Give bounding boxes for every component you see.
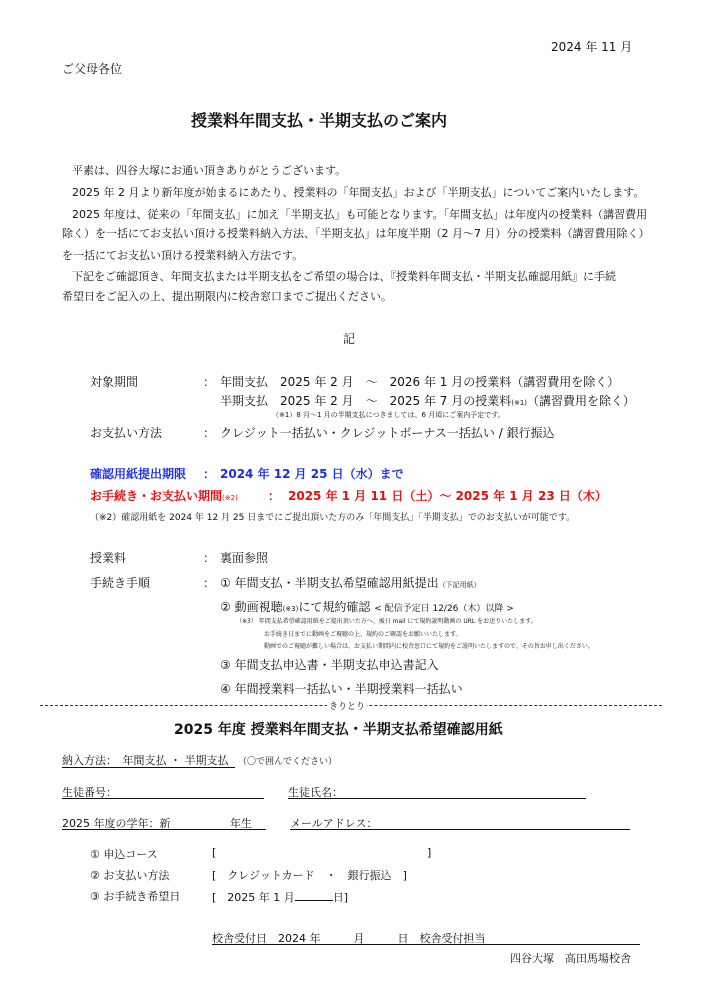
school-name: 四谷大塚 高田馬場校舎 (510, 952, 631, 965)
payment-value: クレジット一括払い・クレジットボーナス一括払い / 銀行振込 (220, 426, 555, 440)
steps-label: 手続き手順 (90, 576, 151, 590)
method-hint: （〇で囲んでください） (238, 757, 338, 767)
student-number-field[interactable] (62, 798, 264, 799)
method-label: 納入方法： (62, 754, 112, 767)
payment-label: お支払い方法 (90, 426, 163, 440)
period-note-1: （※1）8 月～1 月の半期支払につきましては、6 月頃にご案内予定です。 (272, 411, 505, 419)
intro-line-7: 希望日をご記入の上、提出期限内に校舎窓口までご提出ください。 (62, 290, 392, 303)
course-close-bracket: ] (427, 846, 432, 859)
receipt-underline (212, 944, 640, 945)
note-3a: （※3） 年間支払希望確認用紙をご提出頂いた方へ、後日 mail にて規約説明動画の URL をお送りいたします。 (236, 618, 537, 625)
course-label: ① 申込コース (90, 848, 158, 861)
course-field[interactable] (220, 844, 424, 860)
student-number-label: 生徒番号： (62, 786, 117, 799)
step-4: ④ 年間授業料一括払い・半期授業料一括払い (220, 682, 463, 696)
page-title: 授業料年間支払・半期支払のご案内 (191, 111, 448, 130)
cut-label: きりとり (327, 699, 367, 712)
step-2-mark: (※3) (282, 605, 299, 613)
note-3c: 動画でのご視聴が難しい場合は、お支払い期間内に校舎窓口にて規約をご説明いたしますので、その旨お申し出ください。 (264, 643, 594, 650)
intro-line-1: 平素は、四谷大塚にお通い頂きありがとうございます。 (72, 164, 347, 177)
procedure-date-month: [ 2025 年 1 月 (212, 891, 295, 904)
procedure-period-label-text: お手続き・お支払い期間 (90, 489, 223, 503)
step-2-note: < 配信予定日 12/26（木）以降 > (374, 604, 514, 614)
form-title: 2025 年度 授業料年間支払・半期支払希望確認用紙 (174, 722, 503, 738)
deadline-colon: ： (203, 467, 216, 481)
step-2-tail: にて規約確認 (298, 600, 371, 614)
payment-colon: ： (203, 426, 216, 440)
period-colon: ： (203, 375, 216, 389)
procedure-date-label: ③ お手続き希望日 (90, 890, 181, 903)
steps-colon: ： (203, 576, 216, 590)
student-name-label: 生徒氏名： (288, 786, 343, 799)
fee-colon: ： (203, 551, 216, 565)
note-2: （※2）確認用紙を 2024 年 12 月 25 日までにご提出頂いた方のみ「年間支払」「半期支払」でのお支払いが可能です。 (90, 513, 576, 523)
procedure-date-day: 日] (332, 891, 349, 904)
payment-method-options[interactable]: [ クレジットカード ・ 銀行振込 ] (212, 869, 407, 882)
step-3: ③ 年間支払申込書・半期支払申込書記入 (220, 658, 439, 672)
deadline-label: 確認用紙提出期限 (90, 467, 187, 481)
step-2 (220, 598, 514, 615)
document-date: 2024 年 11 月 (551, 40, 633, 54)
procedure-period-label (90, 487, 238, 504)
email-label: メールアドレス： (290, 817, 378, 830)
intro-line-2: 2025 年 2 月より新年度が始まるにあたり、授業料の「年間支払」および「半期支払」についてご案内いたします。 (72, 186, 645, 199)
intro-line-6: 下記をご確認頂き、年間支払または半期支払をご希望の場合は、『授業料年間支払・半期支払確認用紙』に手続 (72, 270, 617, 283)
period-half-tail: （講習費用を除く） (527, 394, 636, 408)
step-1 (220, 574, 481, 591)
step-2-text: ② 動画視聴 (220, 600, 283, 614)
step-1-text: ① 年間支払・半期支払希望確認用紙提出 (220, 576, 439, 590)
fee-value: 裏面参照 (220, 551, 269, 565)
grade-unit: 年生 (230, 817, 252, 830)
fee-label: 授業料 (90, 551, 127, 565)
grade-label: 2025 年度の学年：新 (62, 817, 171, 830)
period-label: 対象期間 (90, 375, 139, 389)
period-half-main: 半期支払 2025 年 2 月 ～ 2025 年 7 月の授業料 (220, 394, 512, 408)
period-half-note-mark: (※1) (511, 399, 528, 407)
email-field[interactable] (290, 829, 630, 830)
procedure-date-day-field[interactable] (295, 888, 333, 901)
deadline-value: 2024 年 12 月 25 日（水）まで (220, 467, 404, 481)
procedure-date-value (212, 888, 348, 905)
method-row (62, 752, 337, 768)
procedure-period-colon: ： (268, 489, 281, 503)
step-1-note: （下記用紙） (438, 581, 481, 589)
receipt-line: 校舎受付日 2024 年 月 日 校舎受付担当 (212, 932, 486, 945)
payment-method-label: ② お支払い方法 (90, 869, 170, 882)
note-3b: お手続き日までに動画をご視聴の上、規約のご確認をお願いいたします。 (264, 631, 462, 638)
course-open-bracket: [ (212, 846, 217, 859)
grade-field[interactable] (62, 829, 266, 830)
intro-line-4: 除く）を一括にてお支払い頂ける授業料納入方法、「半期支払」は年度半期（2 月～7 月）分の授業料（講習費用除く） (62, 227, 650, 240)
period-annual: 年間支払 2025 年 2 月 ～ 2026 年 1 月の授業料（講習費用を除く） (220, 375, 620, 389)
ki-heading: 記 (343, 332, 356, 346)
period-half (220, 392, 635, 409)
addressee: ご父母各位 (62, 62, 123, 76)
procedure-period-value: 2025 年 1 月 11 日（土）～ 2025 年 1 月 23 日（木） (288, 489, 607, 503)
procedure-period-mark: (※2) (222, 494, 238, 502)
intro-line-5: を一括にてお支払い頂ける授業料納入方法です。 (62, 249, 304, 262)
method-options[interactable]: 年間支払 ・ 半期支払 (122, 754, 229, 767)
student-name-field[interactable] (288, 798, 586, 799)
method-label-underlined (62, 754, 235, 768)
intro-line-3: 2025 年度は、従来の「年間支払」に加え「半期支払」も可能となります。「年間支払」は年度内の授業料（講習費用 (72, 208, 648, 221)
